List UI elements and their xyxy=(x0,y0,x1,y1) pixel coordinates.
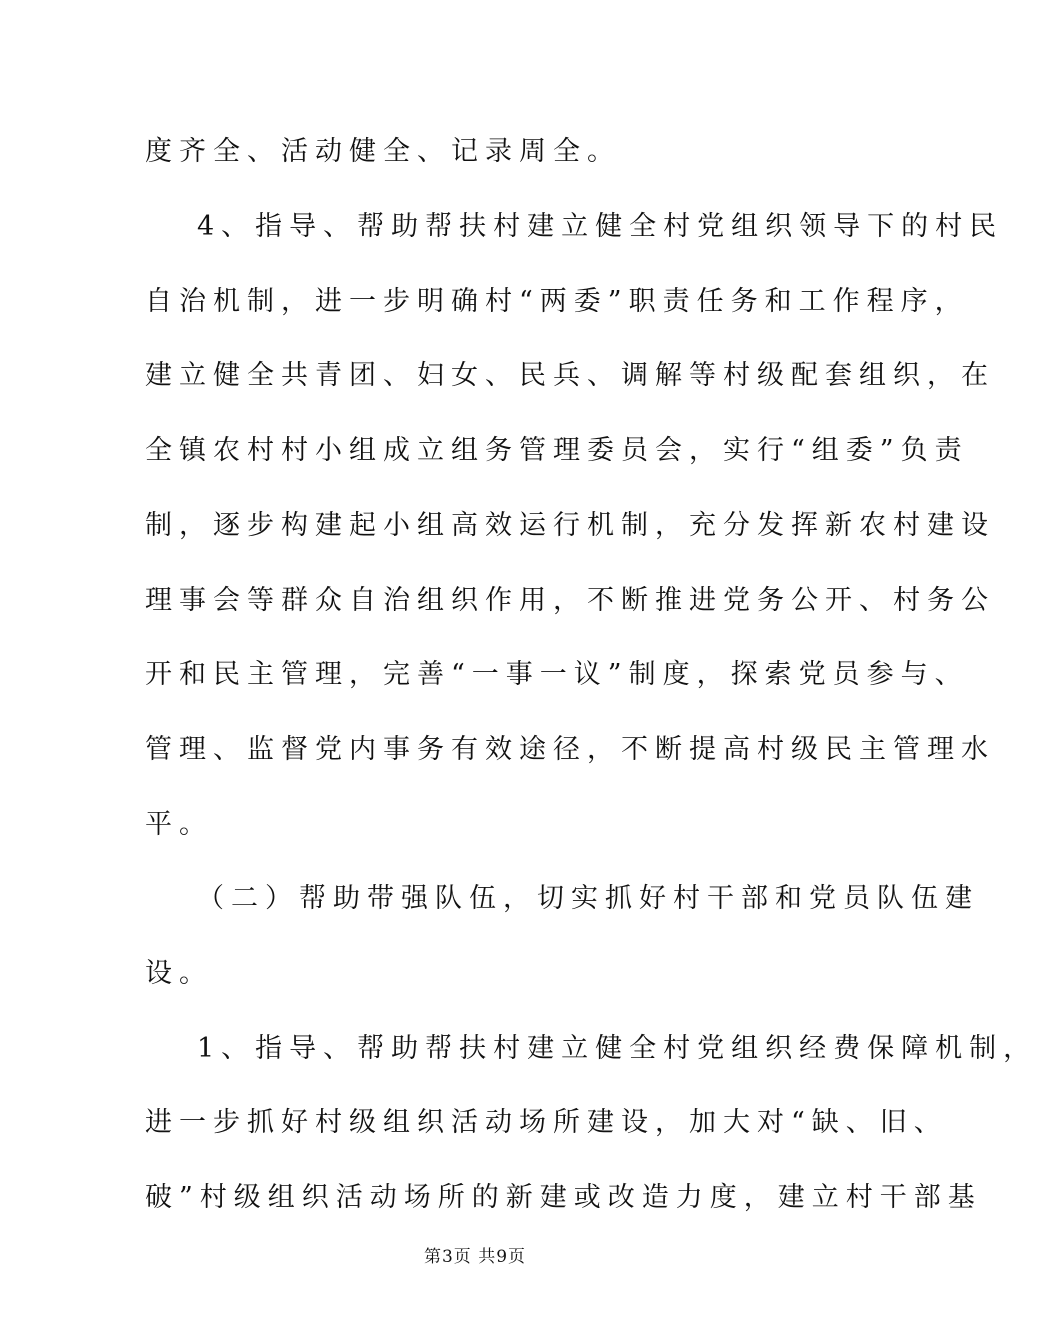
page-number-footer: 第3页 共9页 xyxy=(423,1247,527,1267)
section-heading-line: 设。 xyxy=(145,958,213,989)
paragraph-line: 自治机制，进一步明确村“两委”职责任务和工作程序， xyxy=(145,286,969,317)
paragraph-line: 破”村级组织活动场所的新建或改造力度，建立村干部基 xyxy=(145,1182,982,1213)
paragraph-line: 4、指导、帮助帮扶村建立健全村党组织领导下的村民 xyxy=(197,211,1004,242)
paragraph-line: 建立健全共青团、妇女、民兵、调解等村级配套组织，在 xyxy=(145,360,995,391)
paragraph-line: 1、指导、帮助帮扶村建立健全村党组织经费保障机制， xyxy=(197,1033,1037,1064)
paragraph-line: 全镇农村村小组成立组务管理委员会，实行“组委”负责 xyxy=(145,435,969,466)
paragraph-line: 度齐全、活动健全、记录周全。 xyxy=(145,136,621,167)
paragraph-line: 制，逐步构建起小组高效运行机制，充分发挥新农村建设 xyxy=(145,510,995,541)
paragraph-line: 平。 xyxy=(145,809,213,840)
paragraph-line: 理事会等群众自治组织作用，不断推进党务公开、村务公 xyxy=(145,585,995,616)
paragraph-line: 开和民主管理，完善“一事一议”制度，探索党员参与、 xyxy=(145,659,969,690)
paragraph-line: 管理、监督党内事务有效途径，不断提高村级民主管理水 xyxy=(145,734,995,765)
section-heading-line: （二）帮助带强队伍，切实抓好村干部和党员队伍建 xyxy=(197,883,979,914)
paragraph-line: 进一步抓好村级组织活动场所建设，加大对“缺、旧、 xyxy=(145,1107,948,1138)
